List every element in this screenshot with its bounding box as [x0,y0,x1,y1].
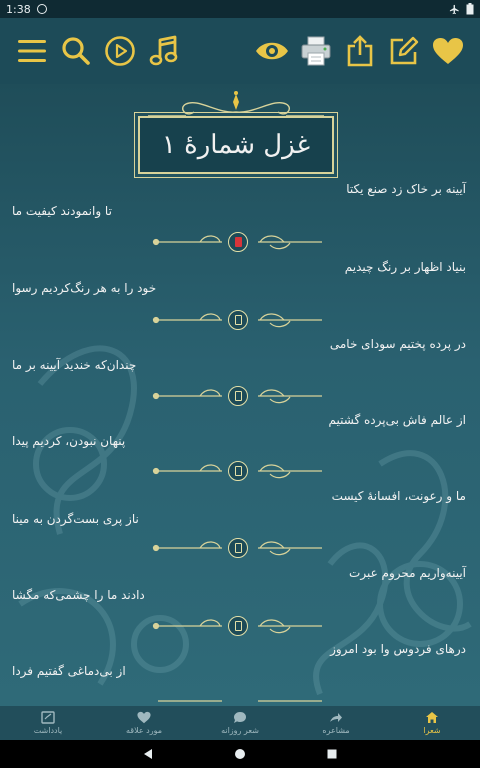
nav-mushaereh-label: مشاعره [322,726,350,735]
system-navigation-bar [0,740,480,768]
home-icon [425,711,439,724]
share-icon [329,711,343,724]
play-button[interactable] [100,31,140,71]
printer-icon [300,35,332,67]
home-circle-icon[interactable] [234,748,246,760]
verse-separator [150,383,330,409]
bookmark-icon [235,315,242,325]
bookmark-icon [235,391,242,401]
nav-favorites-label: مورد علاقه [125,726,163,735]
music-note-icon [149,35,179,67]
bookmark-button[interactable] [228,616,248,636]
verse-separator [150,307,330,333]
verse-2-first[interactable]: در پرده پختیم سودای خامی [329,337,466,351]
verse-2-second[interactable]: چندان‌که خندید آیینه بر ما [12,358,137,372]
verse-separator [150,229,330,255]
poem-title-frame [138,90,334,186]
bottom-navigation [0,706,480,740]
notification-icon [37,4,47,14]
heart-icon [137,711,151,724]
verse-4-second[interactable]: ناز پری بست‌گردن به مینا [12,512,139,526]
print-button[interactable] [296,31,336,71]
nav-favorites[interactable] [96,706,192,740]
verse-separator [150,535,330,561]
view-button[interactable] [252,31,292,71]
share-export-button[interactable] [340,31,380,71]
recents-icon[interactable] [326,748,338,760]
play-circle-icon [104,35,136,67]
verse-separator [150,458,330,484]
nav-daily-poem[interactable] [192,706,288,740]
menu-button[interactable] [12,31,52,71]
nav-notes[interactable] [0,706,96,740]
share-icon [346,35,374,67]
verse-separator [150,688,330,706]
bookmark-icon [235,543,242,553]
nav-mushaereh[interactable] [288,706,384,740]
edit-icon [389,36,419,66]
verse-1-second[interactable]: خود را به هر رنگ‌کردیم رسوا [12,281,157,295]
bookmark-button[interactable] [228,232,248,252]
separator-ornament [150,688,330,706]
nav-notes-label: یادداشت [33,726,63,735]
bookmark-icon [235,466,242,476]
verse-0-second[interactable]: تا وانمودند کیفیت ما [12,204,112,218]
bookmark-icon [235,237,242,247]
verse-3-first[interactable]: از عالم فاش بی‌پرده گشتیم [328,413,466,427]
menu-icon [17,38,47,64]
airplane-icon [449,4,460,15]
status-bar [0,0,480,18]
status-time: 1:38 [6,2,31,16]
bookmark-button[interactable] [228,310,248,330]
verse-4-first[interactable]: ما و رعونت، افسانهٔ کیست [331,489,466,503]
bookmark-button[interactable] [228,461,248,481]
verse-5-second[interactable]: دادند ما را چشمی‌که مگشا [12,588,145,602]
nav-daily-poem-label: شعر روزانه [221,726,259,735]
nav-poets[interactable] [384,706,480,740]
verse-5-first[interactable]: آیینه‌واریم محروم عبرت [349,566,466,580]
verse-6-first[interactable]: درهای فردوس وا بود امروز [330,642,466,656]
verse-0-first[interactable]: آیینه بر خاک زد صنع یکتا [346,182,466,196]
note-icon [41,711,55,724]
music-button[interactable] [144,31,184,71]
heart-icon [432,37,464,65]
toolbar [0,18,480,84]
verse-1-first[interactable]: بنیاد اظهار بر رنگ چیدیم [344,260,466,274]
eye-icon [255,39,289,63]
battery-icon [466,3,474,15]
search-button[interactable] [56,31,96,71]
edit-button[interactable] [384,31,424,71]
chat-icon [233,711,247,724]
poem-content[interactable] [0,84,480,706]
back-icon[interactable] [142,748,154,760]
verse-3-second[interactable]: پنهان نبودن، کردیم پیدا [12,434,126,448]
verse-separator [150,613,330,639]
nav-poets-label: شعرا [423,726,441,735]
bookmark-button[interactable] [228,538,248,558]
verse-6-second[interactable]: از بی‌دماغی گفتیم فردا [12,664,126,678]
bookmark-button[interactable] [228,386,248,406]
search-icon [61,36,91,66]
favorite-button[interactable] [428,31,468,71]
poem-title: غزل شمارهٔ ۱ [161,130,311,160]
bookmark-icon [235,621,242,631]
poem-title-box [138,116,334,174]
